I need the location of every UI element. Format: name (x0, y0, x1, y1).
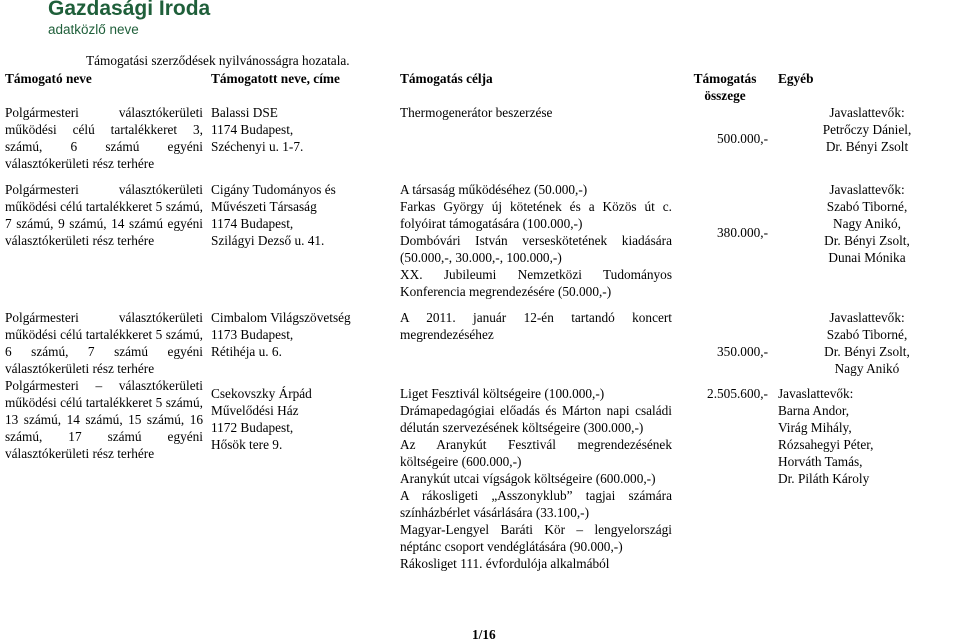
purpose-cell (394, 309, 674, 377)
col-header-donor: Támogató neve (5, 71, 92, 86)
office-title: Gazdasági Iroda (48, 0, 211, 20)
donor-cell: Polgármesteri választókerületi működési célú tartalékkeret 5 számú, 6 számú, 7 számú egyéni választókerületi rész terhére (5, 310, 203, 376)
amount-value: 2.505.600,- (707, 386, 768, 401)
purpose-line: Farkas György új kötetének és a Közös út c. folyóirat támogatására (100.000,-) (400, 199, 672, 231)
recipient-line: Szilágyi Dezső u. 41. (211, 233, 325, 248)
recipient-line: Rétihéja u. 6. (211, 344, 282, 359)
recipient-line: Csekovszky Árpád (211, 386, 312, 401)
grants-table (3, 70, 958, 572)
purpose-cell (394, 377, 674, 572)
other-line: Dr. Piláth Károly (778, 471, 870, 486)
purpose-cell (394, 181, 674, 309)
page-number: 1/16 (472, 627, 496, 642)
recipient-line: Cimbalom Világszövetség (211, 310, 351, 325)
other-cell (776, 104, 958, 181)
other-line: Virág Mihály, (778, 420, 852, 435)
purpose-line: Aranykút utcai vígságok költségeire (600.000,-) (400, 471, 656, 486)
amount-cell (674, 104, 776, 181)
recipient-line: Művelődési Ház (211, 403, 299, 418)
recipient-line: 1172 Budapest, (211, 420, 294, 435)
table-row (3, 309, 958, 377)
table-row (3, 181, 958, 309)
other-line: Horváth Tamás, (778, 454, 863, 469)
table-header-row (3, 70, 958, 104)
amount-cell (674, 377, 776, 572)
donor-cell: Polgármesteri – választókerületi működési célú tartalékkeret 5 számú, 13 számú, 14 számú, 15 számú, 16 számú, 17 számú egyéni választókerületi rész terhére (5, 378, 203, 461)
donor-cell: Polgármesteri választókerületi működési célú tartalékkeret 5 számú, 7 számú, 9 számú, 14 számú egyéni választókerületi rész terhére (5, 182, 203, 248)
donor-cell: Polgármesteri választókerületi működési célú tartalékkeret 3, számú, 6 számú egyéni választókerületi rész terhére (5, 105, 203, 171)
other-line: Szabó Tiborné, (826, 327, 908, 342)
other-line: Dr. Bényi Zsolt (825, 139, 909, 154)
recipient-cell (205, 181, 394, 309)
recipient-line: 1174 Budapest, (211, 122, 294, 137)
col-header-recipient: Támogatott neve, címe (211, 71, 340, 86)
other-line: Javaslattevők: (829, 105, 905, 120)
amount-value: 350.000,- (717, 344, 768, 359)
purpose-line: A társaság működéséhez (50.000,-) (400, 182, 588, 197)
amount-value: 380.000,- (717, 225, 768, 240)
other-line: Rózsahegyi Péter, (778, 437, 874, 452)
recipient-line: 1174 Budapest, (211, 216, 294, 231)
recipient-line: Széchenyi u. 1-7. (211, 139, 304, 154)
table-row (3, 104, 958, 181)
purpose-line: Thermogenerátor beszerzése (400, 105, 553, 120)
purpose-line: Rákosliget 111. évfordulója alkalmából (400, 556, 610, 571)
col-header-other: Egyéb (778, 71, 814, 86)
recipient-line: Művészeti Társaság (211, 199, 317, 214)
office-subtitle: adatközlő neve (48, 22, 139, 37)
purpose-line: Dombóvári István verseskötetének kiadására (50.000,-, 30.000,-, 100.000,-) (400, 233, 672, 265)
other-line: Nagy Anikó, (833, 216, 901, 231)
purpose-cell (394, 104, 674, 181)
col-header-purpose: Támogatás célja (400, 71, 493, 86)
recipient-line: Balassi DSE (211, 105, 278, 120)
other-cell (776, 309, 958, 377)
intro-text: Támogatási szerződések nyilvánosságra hozatala. (86, 53, 350, 68)
other-cell (776, 377, 958, 572)
purpose-line: Liget Fesztivál költségeire (100.000,-) (400, 386, 605, 401)
recipient-cell (205, 104, 394, 181)
other-line: Petrőczy Dániel, (822, 122, 912, 137)
recipient-line: 1173 Budapest, (211, 327, 294, 342)
other-line: Dr. Bényi Zsolt, (824, 233, 910, 248)
recipient-line: Cigány Tudományos és (211, 182, 336, 197)
other-cell (776, 181, 958, 309)
amount-cell (674, 309, 776, 377)
recipient-cell (205, 309, 394, 377)
other-line: Javaslattevők: (778, 386, 854, 401)
purpose-line: Az Aranykút Fesztivál megrendezésének költségeire (600.000,-) (400, 437, 672, 469)
other-line: Barna Andor, (778, 403, 850, 418)
recipient-cell (205, 377, 394, 572)
other-line: Nagy Anikó (834, 361, 900, 376)
other-line: Javaslattevők: (829, 310, 905, 325)
purpose-line: A rákosligeti „Asszonyklub” tagjai számára színházbérlet vásárlására (33.100,-) (400, 488, 672, 520)
purpose-line: Magyar-Lengyel Baráti Kör – lengyelországi néptánc csoport vendéglátására (90.000,-) (400, 522, 672, 554)
recipient-line: Hősök tere 9. (211, 437, 283, 452)
purpose-line: Drámapedagógiai előadás és Márton napi családi délután szervezésének költségeire (300.000,-) (400, 403, 672, 435)
other-line: Javaslattevők: (829, 182, 905, 197)
other-line: Dr. Bényi Zsolt, (824, 344, 910, 359)
amount-value: 500.000,- (717, 131, 768, 146)
amount-cell (674, 181, 776, 309)
purpose-line: A 2011. január 12-én tartandó koncert megrendezéséhez (400, 310, 672, 342)
table-row (3, 377, 958, 572)
purpose-line: XX. Jubileumi Nemzetközi Tudományos Konferencia megrendezésére (50.000,-) (400, 267, 672, 299)
other-line: Dunai Mónika (828, 250, 906, 265)
col-header-amount: Támogatás összege (693, 71, 757, 103)
other-line: Szabó Tiborné, (826, 199, 908, 214)
